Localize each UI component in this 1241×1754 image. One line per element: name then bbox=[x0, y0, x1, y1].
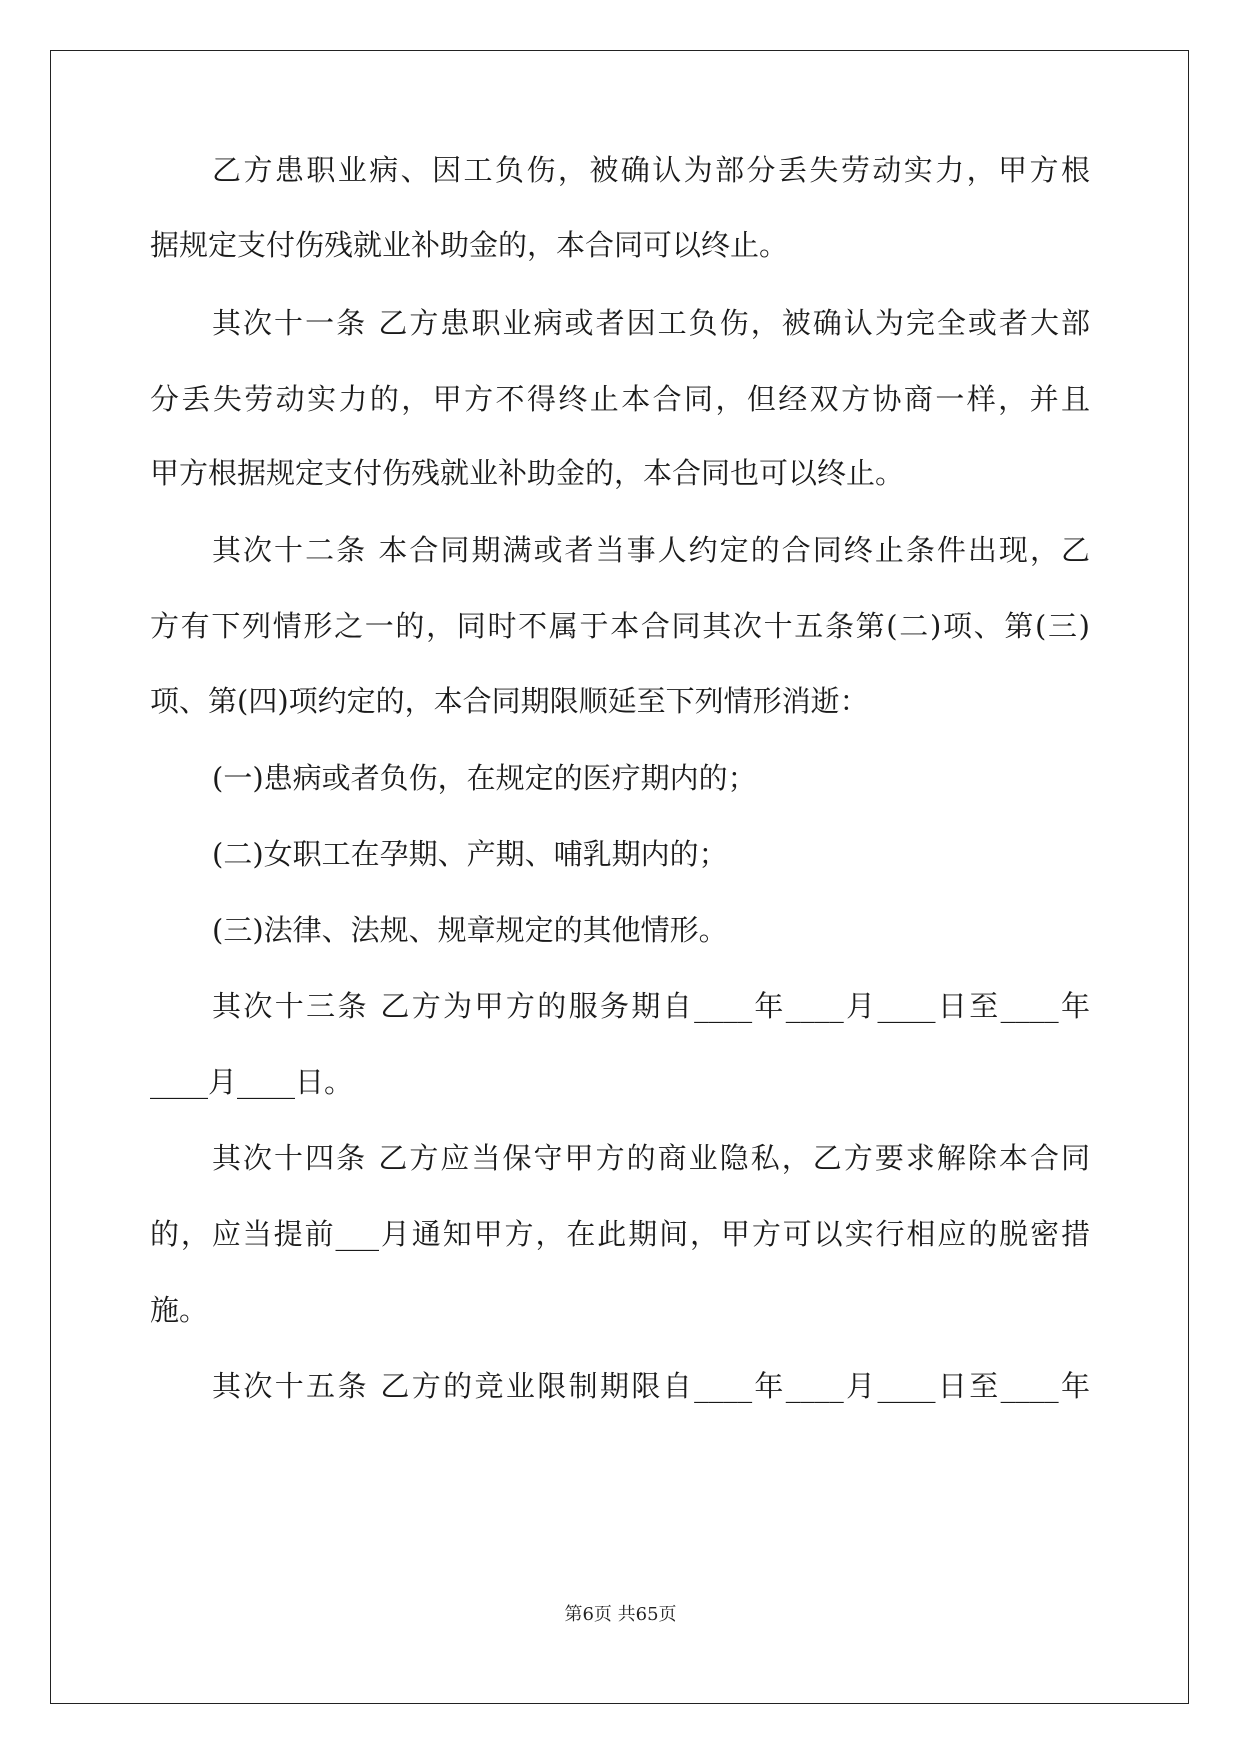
text-line: 项、第(四)项约定的，本合同期限顺延至下列情形消逝： bbox=[150, 684, 869, 718]
text-line: 其次十一条 乙方患职业病或者因工负伤，被确认为完全或者大部 bbox=[212, 306, 1090, 340]
text-line: (三)法律、法规、规章规定的其他情形。 bbox=[212, 913, 728, 947]
text-line: 分丢失劳动实力的，甲方不得终止本合同，但经双方协商一样，并且 bbox=[150, 382, 1090, 416]
text-line: (二)女职工在孕期、产期、哺乳期内的； bbox=[212, 837, 728, 871]
page-border bbox=[50, 50, 1189, 1704]
text-line: 乙方患职业病、因工负伤，被确认为部分丢失劳动实力，甲方根 bbox=[212, 153, 1090, 187]
text-line: 方有下列情形之一的，同时不属于本合同其次十五条第(二)项、第(三) bbox=[150, 609, 1090, 643]
text-line: 施。 bbox=[150, 1293, 209, 1327]
page-footer: 第6页 共65页 bbox=[564, 1604, 677, 1625]
text-line: 其次十四条 乙方应当保守甲方的商业隐私，乙方要求解除本合同 bbox=[212, 1141, 1090, 1175]
text-line: 的，应当提前___月通知甲方，在此期间，甲方可以实行相应的脱密措 bbox=[150, 1217, 1090, 1251]
text-line: 其次十三条 乙方为甲方的服务期自____年____月____日至____年 bbox=[212, 989, 1090, 1023]
text-line: (一)患病或者负伤，在规定的医疗期内的； bbox=[212, 761, 757, 795]
text-line: 甲方根据规定支付伤残就业补助金的，本合同也可以终止。 bbox=[150, 456, 905, 490]
text-line: 据规定支付伤残就业补助金的，本合同可以终止。 bbox=[150, 228, 789, 262]
text-line: ____月____日。 bbox=[150, 1065, 354, 1099]
text-line: 其次十二条 本合同期满或者当事人约定的合同终止条件出现，乙 bbox=[212, 533, 1090, 567]
text-line: 其次十五条 乙方的竞业限制期限自____年____月____日至____年 bbox=[212, 1369, 1090, 1403]
